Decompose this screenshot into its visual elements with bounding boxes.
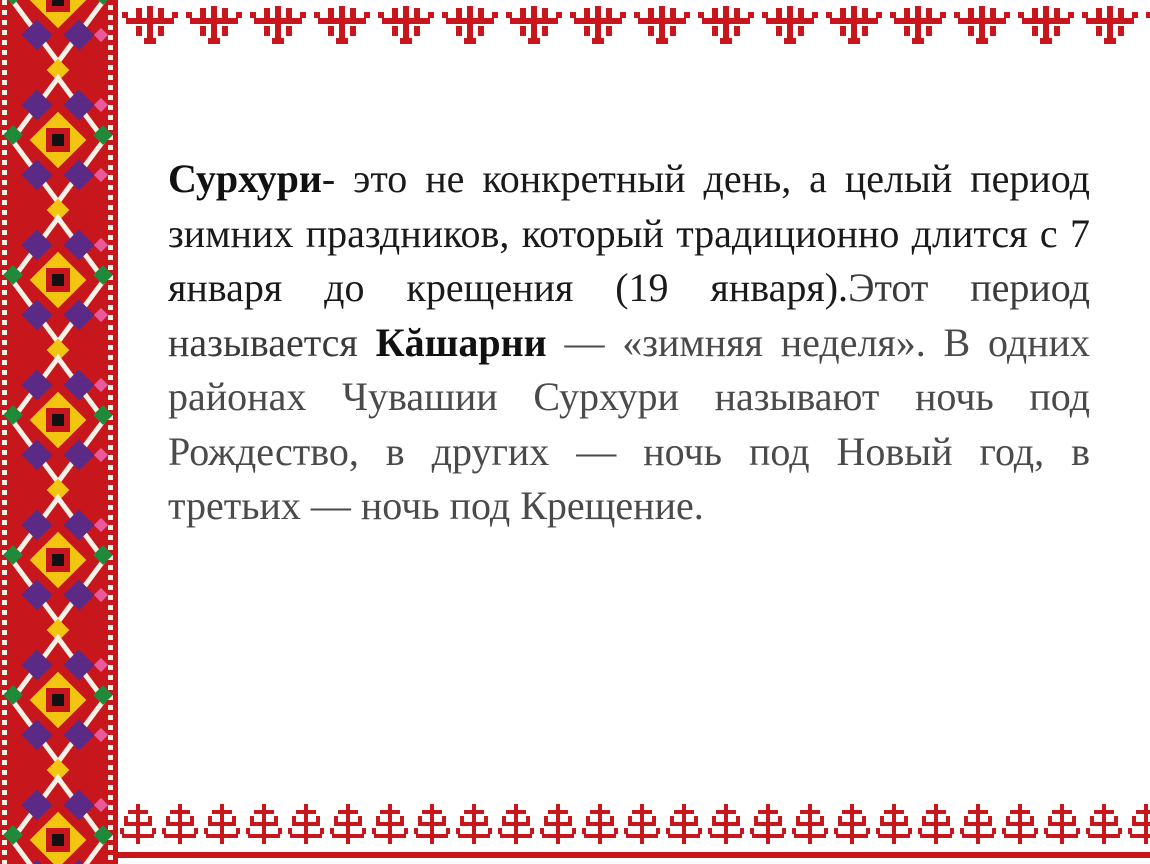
text-part-1: - это не конкретный день, а целый период зимних праздников, который традиционно длится с 7 января до крещения (19 января). [168, 156, 1090, 310]
ornament-motif [826, 6, 882, 44]
ornament-motif [246, 804, 282, 844]
ornament-motif [1128, 804, 1150, 844]
slide-body-text [168, 152, 1090, 534]
ornament-motif [506, 6, 562, 44]
text-part-3: — «зимняя неделя». В одних районах Чувашии Сурхури называют ночь под Рождество, в других — ночь под Новый год, в третьих — ночь под Крещение. [168, 319, 1091, 528]
ornament-motif [540, 804, 576, 844]
ornament-motif [414, 804, 450, 844]
ornament-motif [204, 804, 240, 844]
embroidery-band-left [0, 0, 118, 864]
ornament-row-bottom [118, 796, 1150, 852]
ornament-motif [120, 804, 156, 844]
ornament-motif [634, 6, 690, 44]
ornament-motif [372, 804, 408, 844]
ornament-motif [1146, 6, 1150, 44]
ornament-motif [456, 804, 492, 844]
ornament-motif [186, 6, 242, 44]
embroidery-pattern [0, 0, 118, 864]
ornament-motif [250, 6, 306, 44]
ornament-motif [762, 6, 818, 44]
ornament-motif [960, 804, 996, 844]
term-surkhuri: Сурхури [168, 156, 322, 201]
ornament-motif [876, 804, 912, 844]
ornament-motif [918, 804, 954, 844]
ornament-border-top [118, 0, 1150, 48]
ornament-motif [698, 6, 754, 44]
ornament-motif [330, 804, 366, 844]
ornament-motif [708, 804, 744, 844]
ornament-motif [834, 804, 870, 844]
ornament-motif [498, 804, 534, 844]
text-part-2: Этот период называется [168, 265, 1091, 365]
ornament-motif [1018, 6, 1074, 44]
ornament-motif [122, 6, 178, 44]
ornament-motif [750, 804, 786, 844]
ornament-motif [1086, 804, 1122, 844]
ornament-motif [314, 6, 370, 44]
ornament-motif [954, 6, 1010, 44]
term-kasharni: Кăшарни [375, 319, 547, 365]
ornament-motif [442, 6, 498, 44]
ornament-motif [582, 804, 618, 844]
ornament-motif [162, 804, 198, 844]
ornament-motif [792, 804, 828, 844]
ornament-row-top [118, 0, 1150, 48]
ornament-motif [570, 6, 626, 44]
ornament-motif [666, 804, 702, 844]
ornament-motif [1002, 804, 1038, 844]
ornament-motif [378, 6, 434, 44]
bottom-rule [118, 852, 1150, 858]
ornament-motif [1044, 804, 1080, 844]
ornament-motif [624, 804, 660, 844]
ornament-motif [1082, 6, 1138, 44]
ornament-motif [890, 6, 946, 44]
ornament-motif [288, 804, 324, 844]
ornament-border-bottom [118, 796, 1150, 852]
